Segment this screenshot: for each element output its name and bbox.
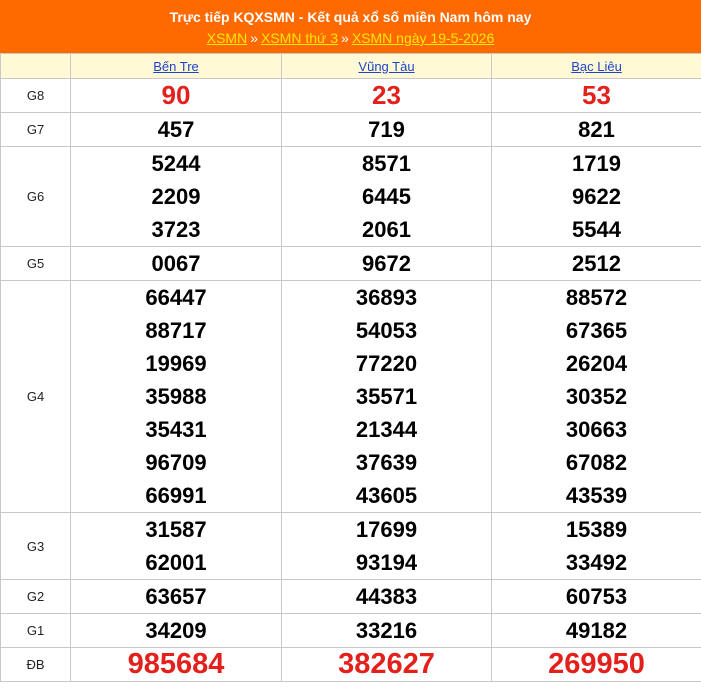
prize-number: 821 [578, 117, 615, 142]
prize-rows [1, 79, 701, 682]
prize-number: 88572 [565, 285, 628, 310]
page-title: Trực tiếp KQXSMN - Kết quả xổ số miền Nam hôm nay [169, 9, 532, 25]
prize-number: 5544 [572, 217, 621, 242]
prize-cell [492, 79, 701, 113]
prize-number: 269950 [548, 648, 645, 680]
prize-cell [282, 147, 492, 247]
prize-cell [282, 79, 492, 113]
province-link[interactable]: Bến Tre [153, 58, 199, 74]
prize-row [1, 648, 701, 682]
prize-number: 5244 [151, 151, 201, 176]
prize-row [1, 281, 701, 513]
breadcrumb-link-xsmn[interactable]: XSMN [206, 30, 248, 46]
prize-number: 457 [157, 117, 195, 142]
prize-label: G6 [1, 147, 71, 247]
prize-cell [71, 113, 282, 147]
prize-number: 35571 [355, 384, 418, 409]
province-header [71, 54, 282, 79]
prize-number: 35988 [145, 384, 207, 409]
prize-number: 62001 [145, 550, 207, 575]
prize-row [1, 79, 701, 113]
prize-number: 1719 [572, 151, 621, 176]
province-link[interactable]: Vũng Tàu [358, 58, 415, 74]
province-header [492, 54, 701, 79]
province-header-row [1, 54, 701, 79]
prize-cell [71, 79, 282, 113]
prize-cell [71, 281, 282, 513]
prize-number: 34209 [145, 618, 207, 643]
prize-cell [71, 580, 282, 614]
prize-number: 0067 [151, 251, 201, 276]
prize-number: 23 [372, 80, 401, 110]
prize-cell [71, 614, 282, 648]
prize-cell [282, 281, 492, 513]
prize-label: G4 [1, 281, 71, 513]
prize-cell [282, 648, 492, 682]
prize-row [1, 513, 701, 580]
prize-number: 985684 [127, 648, 225, 680]
prize-number: 2512 [572, 251, 621, 276]
prize-label: G2 [1, 580, 71, 614]
prize-cell [492, 513, 701, 580]
prize-label: G8 [1, 79, 71, 113]
prize-row [1, 147, 701, 247]
prize-cell [282, 513, 492, 580]
prize-number: 67365 [565, 318, 628, 343]
prize-number: 49182 [565, 618, 628, 643]
prize-number: 26204 [565, 351, 628, 376]
prize-number: 93194 [355, 550, 418, 575]
prize-cell [492, 648, 701, 682]
prize-number: 33216 [355, 618, 418, 643]
prize-number: 66991 [145, 483, 207, 508]
prize-number: 63657 [145, 584, 207, 609]
prize-cell [71, 648, 282, 682]
prize-number: 37639 [355, 450, 418, 475]
prize-number: 30352 [565, 384, 628, 409]
prize-number: 77220 [355, 351, 418, 376]
breadcrumb-separator: » [341, 30, 349, 46]
prize-number: 90 [161, 80, 191, 110]
prize-number: 17699 [355, 517, 418, 542]
prize-cell [71, 247, 282, 281]
prize-cell [492, 113, 701, 147]
prize-number: 96709 [145, 450, 207, 475]
prize-number: 9672 [362, 251, 411, 276]
prize-row [1, 113, 701, 147]
prize-number: 31587 [145, 517, 207, 542]
prize-number: 19969 [145, 351, 207, 376]
prize-label: G5 [1, 247, 71, 281]
prize-number: 8571 [362, 151, 411, 176]
prize-label: G1 [1, 614, 71, 648]
breadcrumb-separator: » [250, 30, 258, 46]
prize-row [1, 614, 701, 648]
prize-cell [492, 281, 701, 513]
province-link[interactable]: Bạc Liêu [571, 58, 622, 74]
prize-cell [492, 147, 701, 247]
breadcrumb-link-xsmn-date[interactable]: XSMN ngày 19-5-2026 [351, 30, 495, 46]
prize-number: 2209 [151, 184, 201, 209]
prize-number: 9622 [572, 184, 621, 209]
prize-number: 43605 [355, 483, 418, 508]
breadcrumb-link-xsmn-weekday[interactable]: XSMN thứ 3 [260, 30, 339, 46]
prize-number: 382627 [338, 648, 435, 680]
prize-number: 54053 [355, 318, 418, 343]
prize-cell [492, 580, 701, 614]
prize-number: 60753 [565, 584, 628, 609]
results-table [0, 53, 701, 682]
prize-number: 35431 [145, 417, 207, 442]
prize-number: 6445 [362, 184, 411, 209]
prize-cell [492, 247, 701, 281]
prize-cell [71, 147, 282, 247]
prize-number: 719 [368, 117, 405, 142]
prize-number: 43539 [565, 483, 628, 508]
province-header [282, 54, 492, 79]
prize-cell [71, 513, 282, 580]
prize-number: 15389 [565, 517, 628, 542]
prize-number: 53 [582, 80, 611, 110]
prize-label: G7 [1, 113, 71, 147]
results-header [0, 0, 701, 53]
prize-number: 33492 [565, 550, 628, 575]
prize-number: 2061 [362, 217, 411, 242]
prize-row [1, 580, 701, 614]
prize-cell [282, 580, 492, 614]
prize-number: 3723 [151, 217, 201, 242]
prize-number: 36893 [355, 285, 418, 310]
prize-number: 66447 [145, 285, 207, 310]
prize-cell [282, 113, 492, 147]
prize-cell [282, 247, 492, 281]
prize-number: 44383 [355, 584, 418, 609]
prize-number: 67082 [565, 450, 628, 475]
prize-cell [492, 614, 701, 648]
prize-row [1, 247, 701, 281]
prize-number: 88717 [145, 318, 207, 343]
prize-number: 30663 [565, 417, 628, 442]
prize-label: ĐB [1, 648, 71, 682]
prize-label: G3 [1, 513, 71, 580]
prize-number: 21344 [355, 417, 418, 442]
prize-cell [282, 614, 492, 648]
prize-label-header [1, 54, 71, 79]
breadcrumb [0, 29, 701, 47]
